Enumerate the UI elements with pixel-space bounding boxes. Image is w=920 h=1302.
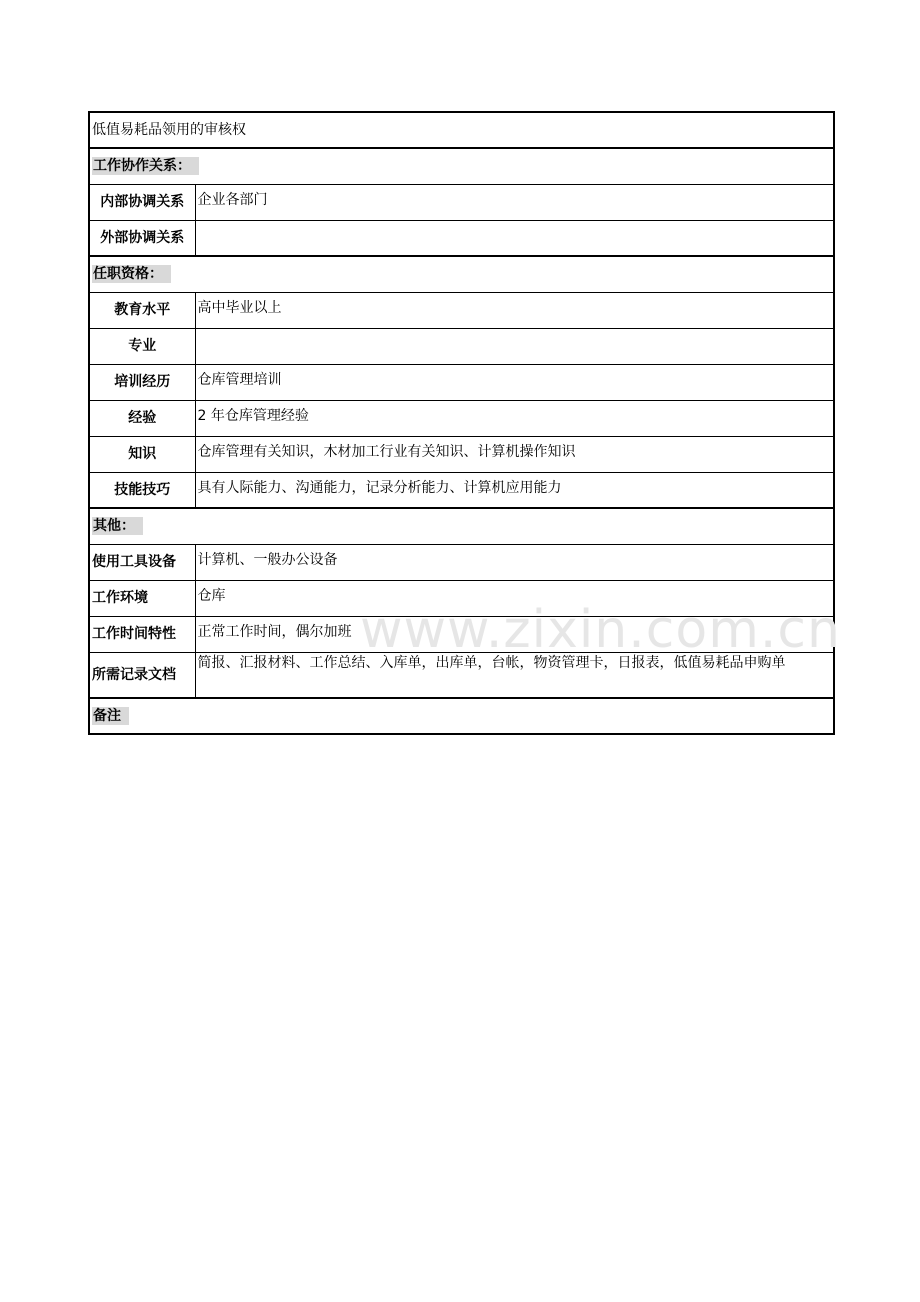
row-label: 内部协调关系 bbox=[89, 184, 195, 220]
table-row bbox=[89, 436, 834, 472]
row-label: 工作环境 bbox=[89, 580, 195, 616]
row-value: 计算机、一般办公设备 bbox=[195, 544, 834, 580]
section-heading-qualifications: 任职资格： bbox=[92, 265, 171, 283]
row-value: 仓库管理有关知识，木材加工行业有关知识、计算机操作知识 bbox=[195, 436, 834, 472]
table-row bbox=[89, 544, 834, 580]
section-heading-cooperation: 工作协作关系： bbox=[92, 157, 199, 175]
table-row bbox=[89, 184, 834, 220]
section-cooperation bbox=[89, 148, 834, 184]
row-value: 正常工作时间，偶尔加班 bbox=[195, 616, 834, 652]
row-value: 具有人际能力、沟通能力，记录分析能力、计算机应用能力 bbox=[195, 472, 834, 508]
row-value bbox=[195, 328, 834, 364]
authority-row bbox=[89, 112, 834, 148]
row-label: 知识 bbox=[89, 436, 195, 472]
row-label: 经验 bbox=[89, 400, 195, 436]
section-other bbox=[89, 508, 834, 544]
row-value bbox=[195, 220, 834, 256]
table-row bbox=[89, 652, 834, 698]
table-row bbox=[89, 580, 834, 616]
row-label: 专业 bbox=[89, 328, 195, 364]
table-row bbox=[89, 616, 834, 652]
section-heading-remarks: 备注 bbox=[92, 707, 129, 725]
row-label: 所需记录文档 bbox=[89, 652, 195, 698]
row-label: 外部协调关系 bbox=[89, 220, 195, 256]
row-value: 2 年仓库管理经验 bbox=[195, 400, 834, 436]
table-row bbox=[89, 220, 834, 256]
row-label: 培训经历 bbox=[89, 364, 195, 400]
row-value: 企业各部门 bbox=[195, 184, 834, 220]
row-value: 仓库 bbox=[195, 580, 834, 616]
table-row bbox=[89, 328, 834, 364]
section-remarks bbox=[89, 698, 834, 734]
row-label: 教育水平 bbox=[89, 292, 195, 328]
table-row bbox=[89, 364, 834, 400]
row-value: 高中毕业以上 bbox=[195, 292, 834, 328]
section-qualifications bbox=[89, 256, 834, 292]
row-label: 技能技巧 bbox=[89, 472, 195, 508]
row-value: 简报、汇报材料、工作总结、入库单，出库单，台帐，物资管理卡，日报表，低值易耗品申购单 bbox=[195, 652, 834, 698]
section-heading-other: 其他： bbox=[92, 517, 143, 535]
authority-cell: 低值易耗品领用的审核权 bbox=[89, 112, 834, 148]
table-row bbox=[89, 472, 834, 508]
watermark-text: www.zixin.com.cn bbox=[360, 600, 841, 660]
table-row bbox=[89, 292, 834, 328]
job-description-table bbox=[88, 111, 835, 735]
row-label: 使用工具设备 bbox=[89, 544, 195, 580]
row-value: 仓库管理培训 bbox=[195, 364, 834, 400]
table-row bbox=[89, 400, 834, 436]
row-label: 工作时间特性 bbox=[89, 616, 195, 652]
